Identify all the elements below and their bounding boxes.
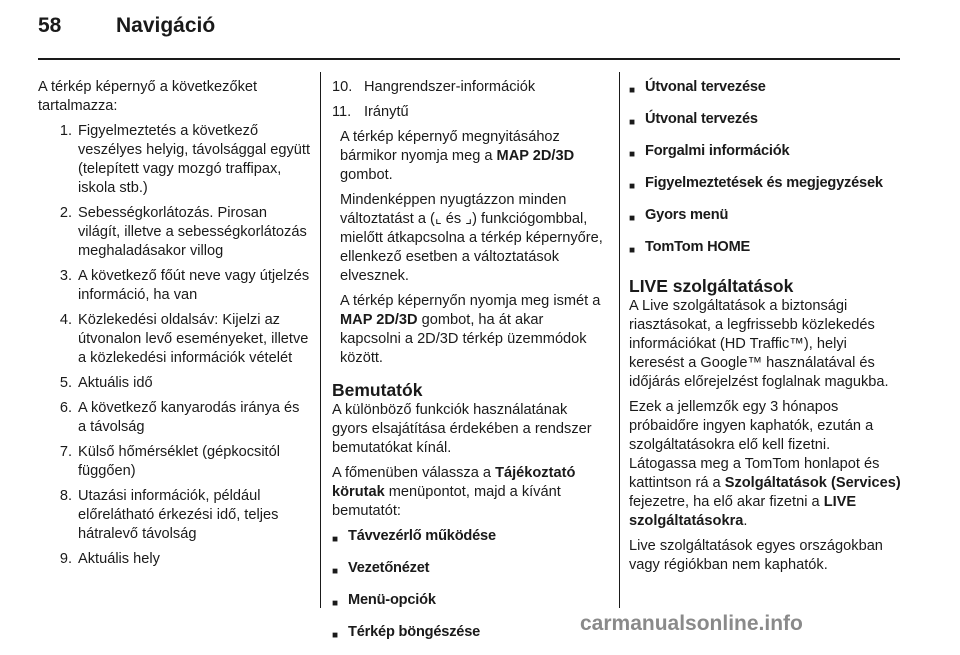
- live-paragraph-3: Live szolgáltatások egyes országokban vagy régiókban nem kaphatók.: [629, 538, 883, 573]
- bullet-square-icon: ■: [332, 598, 338, 609]
- list-item: 4. Közlekedési oldalsáv: Kijelzi az útvonalon levő eseményeket, illetve a közlekedési információk vételét: [59, 312, 309, 366]
- section-heading-live: LIVE szolgáltatások: [629, 276, 794, 296]
- header-rule: [38, 58, 900, 60]
- map-2d3d-key: MAP 2D/3D: [340, 312, 418, 328]
- column-1: [38, 78, 310, 575]
- bullet-square-icon: ■: [629, 149, 635, 160]
- list-item: 7. Külső hőmérséklet (gépkocsitól függően): [59, 444, 280, 479]
- watermark: carmanualsonline.info: [580, 612, 803, 635]
- bullet-item: ■ Gyors menü: [629, 206, 901, 228]
- column-2: [332, 78, 604, 655]
- bullet-square-icon: ■: [629, 245, 635, 256]
- map-open-paragraph: A térkép képernyő megnyitásához bármikor nyomja meg a MAP 2D/3D gombot.: [340, 129, 575, 183]
- list-item: 9. Aktuális hely: [59, 551, 160, 567]
- softkey-right-icon: ⌟: [465, 211, 473, 227]
- list-item: 2. Sebességkorlátozás. Pirosan világít, illetve a sebességkorlátozás meghaladásakor villog: [59, 205, 307, 259]
- list-item: 8. Utazási információk, például előrelátható érkezési idő, teljes hátralevő távolság: [59, 488, 279, 542]
- bullet-square-icon: ■: [629, 213, 635, 224]
- live-paragraph-1: A Live szolgáltatások a biztonsági riasztásokat, a legfrissebb közlekedés információkat (HD Traffic™), helyi keresést a Google™ használatával és időjárás előrejelzést foglalnak magukba.: [629, 298, 889, 390]
- toggle-paragraph: A térkép képernyőn nyomja meg ismét a MAP 2D/3D gombot, ha át akar kapcsolni a 2D/3D térkép üzemmódok között.: [340, 293, 601, 366]
- demos-paragraph: A különböző funkciók használatának gyors elsajátítása érdekében a rendszer bemutatókat kínál.: [332, 402, 592, 456]
- bullet-item: ■ Útvonal tervezése: [629, 78, 901, 100]
- map-2d3d-key: MAP 2D/3D: [496, 148, 575, 164]
- page-title: Navigáció: [116, 14, 216, 37]
- column-divider-1: [320, 72, 321, 608]
- list-item: 6. A következő kanyarodás iránya és a távolság: [59, 400, 300, 435]
- bullet-square-icon: ■: [332, 534, 338, 545]
- live-paragraph-2: Ezek a jellemzők egy 3 hónapos próbaidőre ingyen kaphatók, ezután a szolgáltatásokra elő kell fizetni. Látogassa meg a TomTom honlapot és kattintson rá a Szolgáltatások (Services) fejezetre, ha elő akar fizetni a LIVE szolgáltatásokra.: [629, 399, 901, 529]
- list-item: 5. Aktuális idő: [59, 375, 153, 391]
- page-header: [38, 14, 215, 54]
- bullet-item: ■ Forgalmi információk: [629, 142, 901, 164]
- demo-bullets: [332, 527, 604, 645]
- bullet-square-icon: ■: [629, 117, 635, 128]
- menu-item-name: Tájékoztató körutak: [332, 465, 576, 500]
- bullet-item: ■ Útvonal tervezés: [629, 110, 901, 132]
- confirm-paragraph: Mindenképpen nyugtázzon minden változtatást a (⌞ és ⌟) funkciógombbal, mielőtt átkapcsolna a térkép képernyőre, ellenkező esetben a változtatások elvesznek.: [340, 192, 603, 284]
- screen-elements-list: [46, 122, 310, 569]
- list-item: 1. Figyelmeztetés a következő veszélyes helyig, távolsággal együtt (telepített vagy mozgó traffipax, iskola stb.): [59, 123, 311, 196]
- column-3: [629, 78, 901, 581]
- softkey-left-icon: ⌞: [434, 211, 442, 227]
- list-item: 3. A következő főút neve vagy útjelzés információ, ha van: [59, 268, 310, 303]
- page-number: 58: [38, 14, 62, 37]
- intro-text: A térkép képernyő a következőket tartalmazza:: [38, 79, 258, 114]
- bullet-item: ■ Figyelmeztetések és megjegyzések: [629, 174, 901, 196]
- bullet-square-icon: ■: [629, 181, 635, 192]
- list-item: 10. Hangrendszer-információk: [332, 79, 536, 95]
- bullet-item: ■ TomTom HOME: [629, 238, 901, 260]
- column-divider-2: [619, 72, 620, 608]
- bullet-square-icon: ■: [332, 566, 338, 577]
- list-item: 11. Iránytű: [332, 104, 409, 120]
- bullet-item: ■ Térkép böngészése: [332, 623, 604, 645]
- bullet-item: ■ Vezetőnézet: [332, 559, 604, 581]
- section-heading-demos: Bemutatók: [332, 380, 423, 400]
- screen-elements-list-cont: [332, 78, 604, 122]
- bullet-square-icon: ■: [332, 630, 338, 641]
- bullet-square-icon: ■: [629, 85, 635, 96]
- demos-select-paragraph: A főmenüben válassza a Tájékoztató körutak menüpontot, majd a kívánt bemutatót:: [332, 465, 576, 519]
- bullet-item: ■ Menü-opciók: [332, 591, 604, 613]
- bullet-item: ■ Távvezérlő működése: [332, 527, 604, 549]
- demo-bullets-cont: [629, 78, 901, 260]
